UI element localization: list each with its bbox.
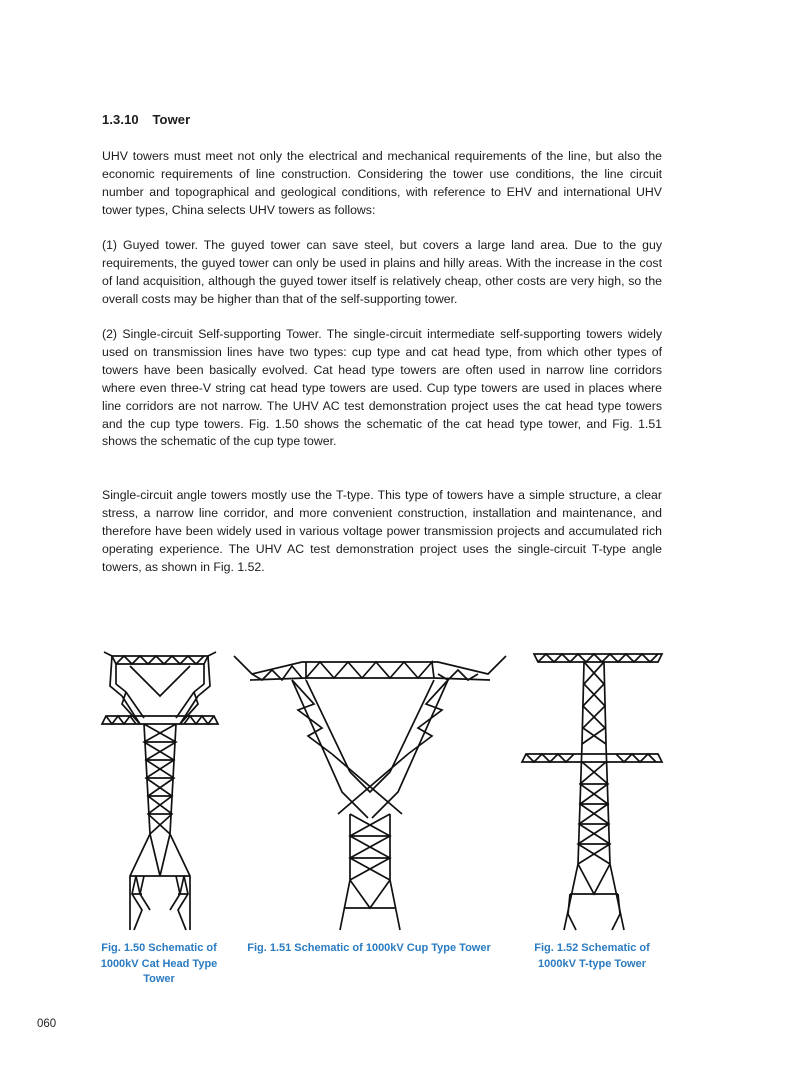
paragraph-angle-towers: Single-circuit angle towers mostly use the T-type. This type of towers have a simple structure, a clear stress, a narrow line corridor, and more convenient construction, installation and maintenance, and therefore have been widely used in various voltage power transmission projects and accumulated rich operating experience. The UHV AC test demonstration project uses the single-circuit T-type angle towers, as shown in Fig. 1.52. bbox=[102, 488, 662, 574]
caption-fig-1-51: Fig. 1.51 Schematic of 1000kV Cup Type Tower bbox=[247, 942, 491, 954]
paragraph-self-supporting-tower: (2) Single-circuit Self-supporting Tower. The single-circuit intermediate self-supporting towers widely used on transmission lines have two types: cup type and cat head type, from which other types of towers have been basically evolved. Cat head type towers are often used in narrow line corridors where even three-V string cat head type towers are used. Cup type towers are used in places where line corridors are not narrow. The UHV AC test demonstration project uses the cat head type towers and the cup type towers. Fig. 1.50 shows the schematic of the cat head type tower, and Fig. 1.51 shows the schematic of the cup type tower. bbox=[102, 327, 662, 449]
page-number: 060 bbox=[37, 1018, 57, 1030]
section-heading bbox=[102, 112, 190, 127]
cat-head-tower-drawing bbox=[100, 644, 220, 936]
caption-fig-1-52: Fig. 1.52 Schematic of 1000kV T-type Tower bbox=[534, 942, 650, 970]
caption-fig-1-50: Fig. 1.50 Schematic of 1000kV Cat Head Type Tower bbox=[100, 942, 218, 985]
figure-cat-head-tower bbox=[100, 644, 220, 936]
figure-t-type-tower bbox=[520, 644, 664, 936]
section-number: 1.3.10 bbox=[102, 112, 139, 127]
paragraph-intro: UHV towers must meet not only the electrical and mechanical requirements of the line, but also the economic requirements of line construction. Considering the tower use conditions, the line circuit number and topographical and geological conditions, with reference to EHV and international UHV tower types, China selects UHV towers as follows: bbox=[102, 149, 662, 217]
cup-tower-drawing bbox=[232, 644, 508, 936]
section-title: Tower bbox=[152, 112, 191, 127]
paragraph-guyed-tower: (1) Guyed tower. The guyed tower can save steel, but covers a large land area. Due to the guy requirements, the guyed tower can only be used in plains and hilly areas. With the increase in the cost of land acquisition, although the guyed tower itself is relatively cheap, other costs are very high, so the overall costs may be higher than that of the self-supporting tower. bbox=[102, 238, 662, 306]
figure-cup-tower bbox=[232, 644, 508, 936]
t-type-tower-drawing bbox=[520, 644, 664, 936]
